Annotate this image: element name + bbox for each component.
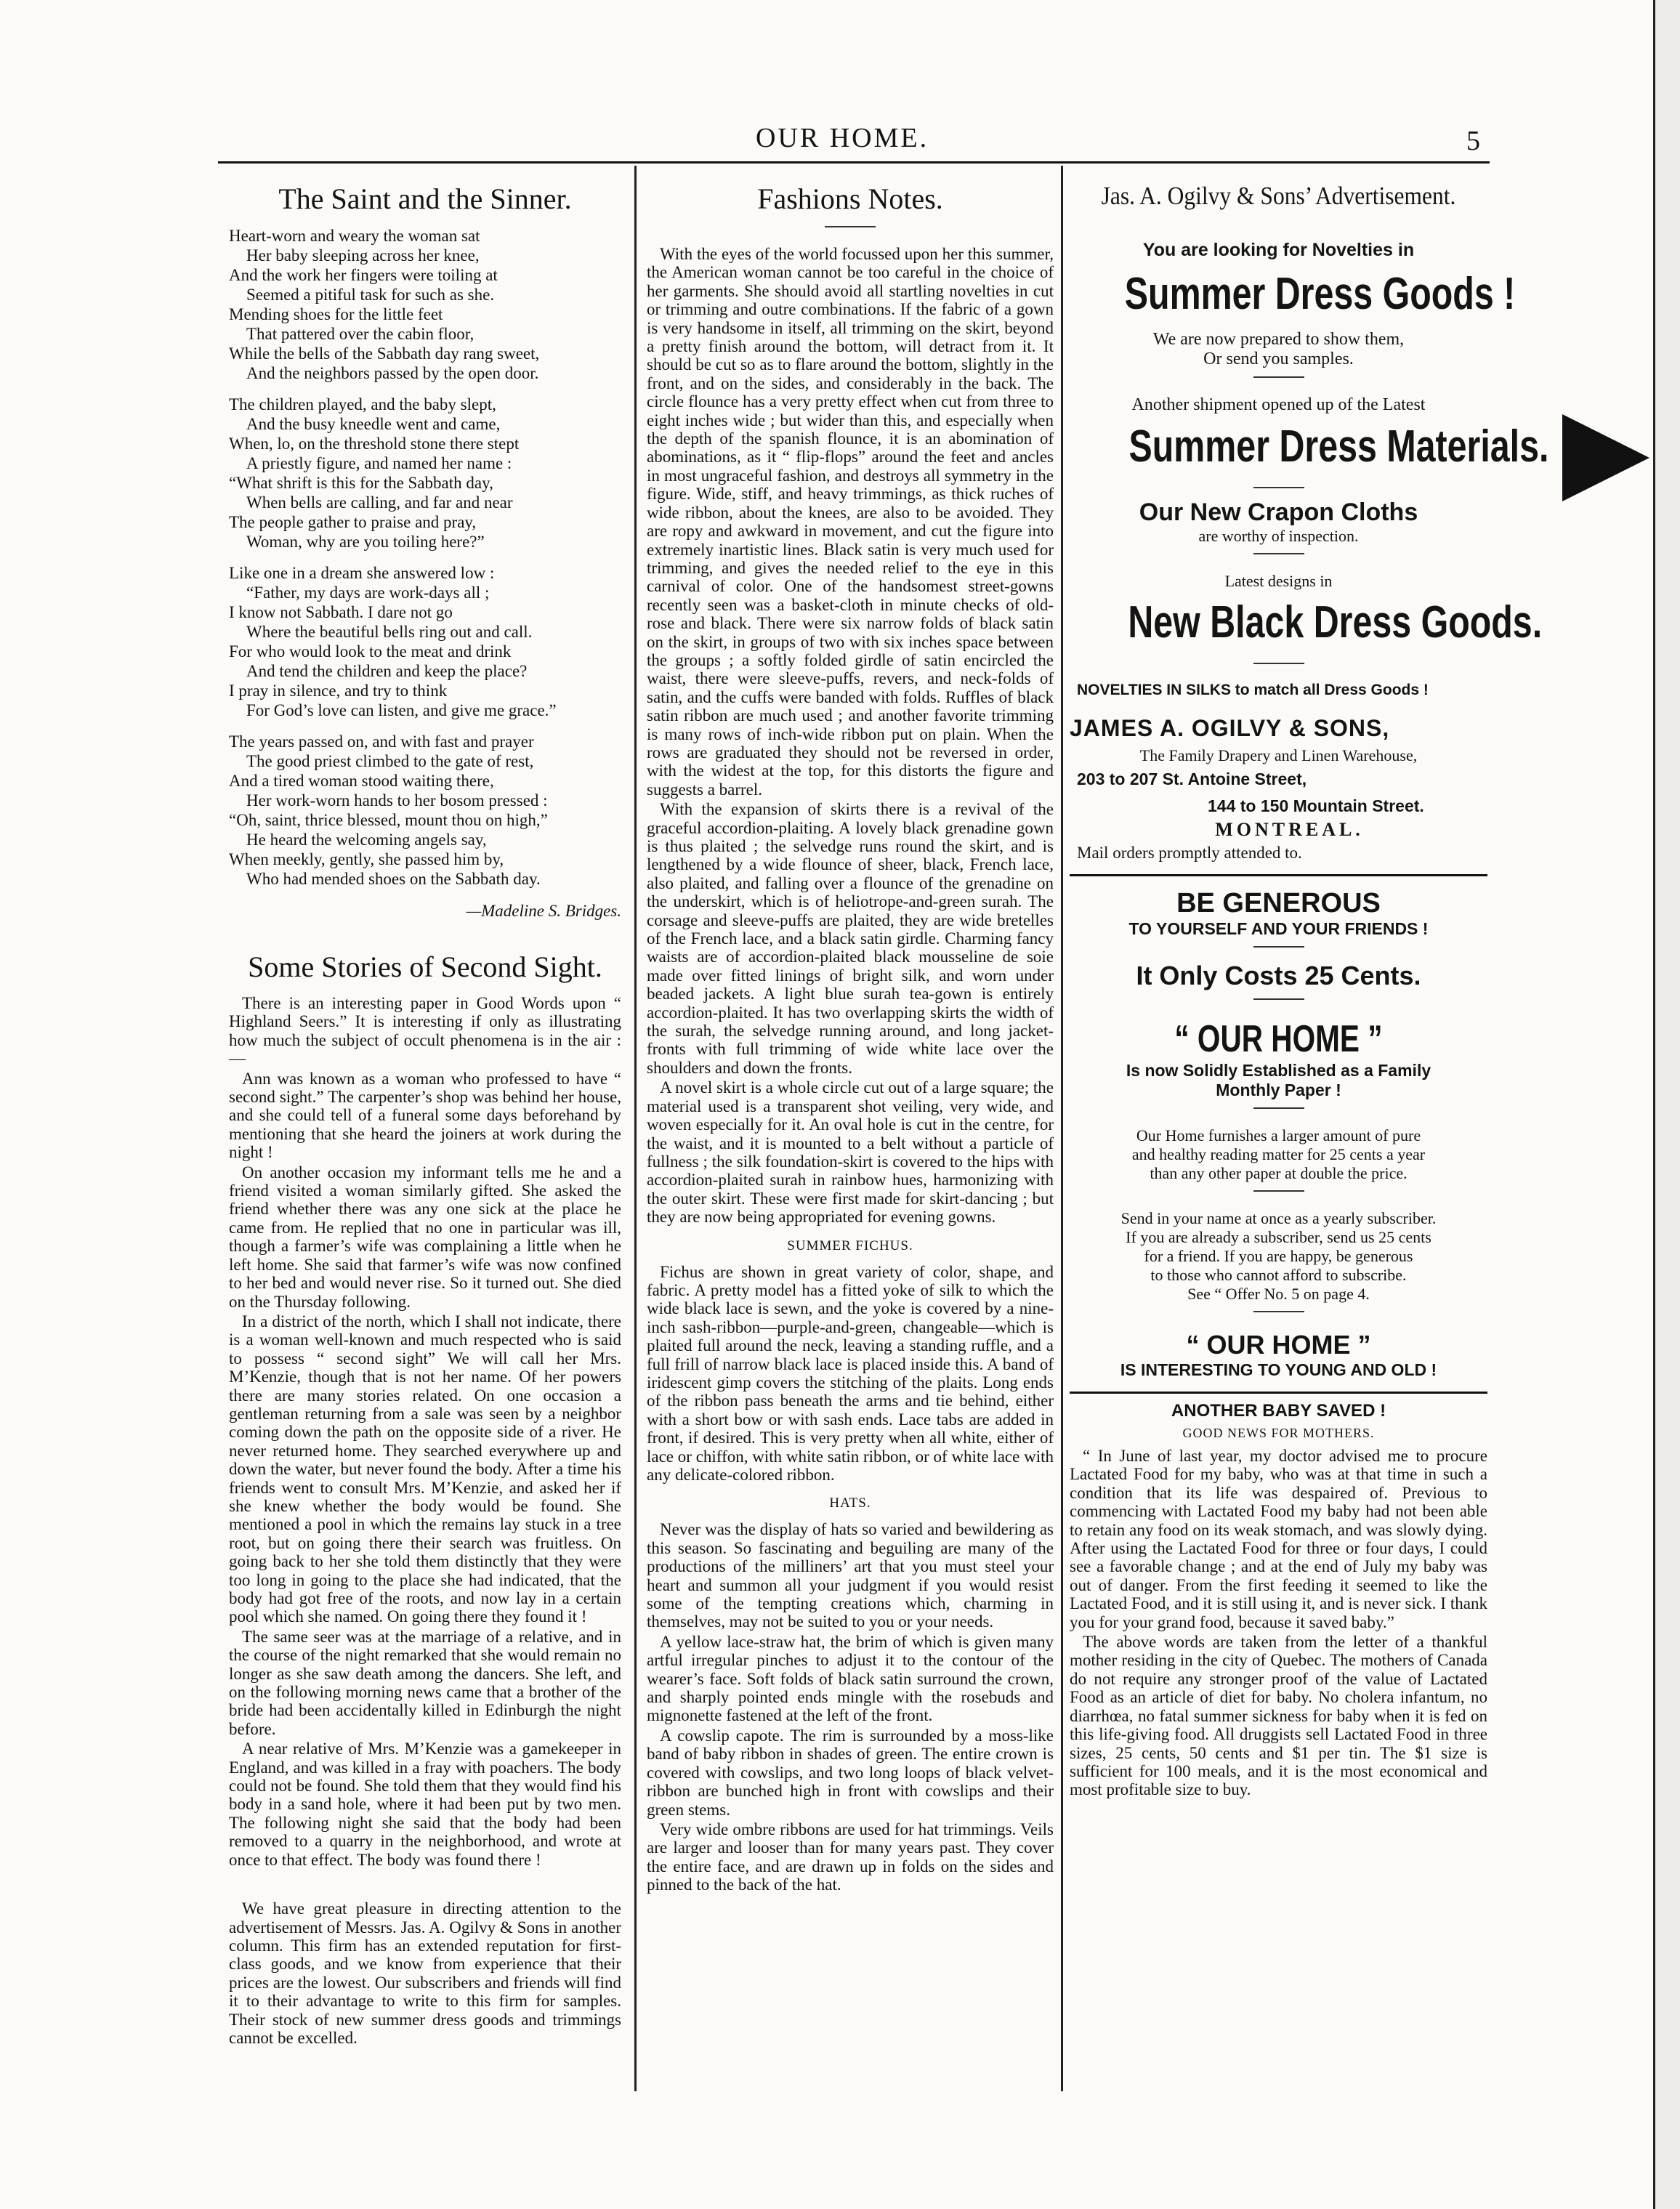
article-paragraph: On another occasion my informant tells me he and a friend visited a woman similarly gifted. She asked the friend whether there was any one sick at the place he came from. He replied that no one in particular was ill, though a farmer’s wife was complaining a little when he left home. She said that farmer’s wife was now confined to her bed and would never rise. So it turned out. She died on the Thursday following.	[229, 1163, 621, 1311]
poem-title: The Saint and the Sinner.	[278, 182, 572, 215]
subhead-hats: HATS.	[829, 1495, 871, 1511]
hats-body	[647, 1520, 1054, 1894]
article-paragraph: In a district of the north, which I shall not indicate, there is a woman well-known and much respected who is said to possess “ second sight” We will call her Mrs. M’Kenzie, though that is not her name. Of her powers there are many stories related. On one occasion a gentleman returning from a sale was seen by a neighbor coming down the path on the opposite side of a river. He never returned home. They searched everywhere up and down the water, but never found the body. After a time his friends went to consult Mrs. M’Kenzie, and asked her if she knew whether the body would be found. She mentioned a pool in which the remains lay stuck in a tree root, but on going there their search was fruitless. On going back to her she told them distinctly that they were too long in going to the place she had indicated, that the body had got free of the roots, and now lay in a certain pool which she named. On going there they found it !	[229, 1312, 621, 1626]
poem-line: And tend the children and keep the place?	[246, 662, 528, 680]
ad-dash	[1253, 487, 1304, 488]
poem-line: The good priest climbed to the gate of rest,	[246, 752, 534, 770]
cost-heading: It Only Costs 25 Cents.	[1136, 961, 1421, 990]
ourhome-heading: “ OUR HOME ”	[1174, 1018, 1383, 1060]
friends-line: TO YOURSELF AND YOUR FRIENDS !	[1128, 919, 1429, 938]
prepared-line-1: We are now prepared to show them,	[1152, 330, 1405, 349]
page-number: 5	[1466, 126, 1480, 156]
page-header: OUR HOME.	[756, 123, 929, 153]
poem-line: “Father, my days are work-days all ;	[246, 583, 490, 602]
column-2	[647, 182, 1054, 2085]
poem-line: Mending shoes for the little feet	[229, 305, 443, 323]
established-line-1: Is now Solidly Established as a Family	[1126, 1061, 1431, 1080]
firm-name: JAMES A. OGILVY & SONS,	[1070, 715, 1390, 741]
hats-paragraph: Never was the display of hats so varied and bewildering as this season. So fascinating and beguiling are many of the productions of the milliners’ art that you must steel your heart and summon all your judgment if you would resist some of the tempting creations which, charming in themselves, may not be suited to you or your needs.	[647, 1520, 1054, 1631]
ad-dash	[1253, 946, 1304, 948]
poem-line: And the busy kneedle went and came,	[246, 415, 501, 433]
ad-separator	[1070, 1392, 1487, 1394]
mail-line: Mail orders promptly attended to.	[1077, 844, 1302, 862]
notice-paragraph: We have great pleasure in directing attention to the advertisement of Messrs. Jas. A. Ogilvy & Sons in another column. This firm has an extended reputation for first-class goods, and we know from experience that their prices are the lowest. Our subscribers and friends will find it to their advantage to write to this firm for samples. Their stock of new summer dress goods and trimmings cannot be excelled.	[229, 1899, 621, 2047]
poem-line: While the bells of the Sabbath day rang sweet,	[229, 344, 540, 363]
send-line-3: for a friend. If you are happy, be generous	[1144, 1247, 1413, 1265]
fashion-paragraph: With the expansion of skirts there is a revival of the graceful accordion-plaiting. A lovely black grenadine gown is thus plaited ; the selvedge runs round the skirt, and is lengthened by a wide flounce of sheer, black, French lace, also plaited, and falling over a flounce of the grenadine on the underskirt, which is of heliotrope-and-green surah. The corsage and sleeve-puffs are plaited, they are wide bretelles of the French lace, and a black satin girdle. Charming fancy waists are of accordion-plaited black mousseline de soie made over fitted linings of bright silk, and worn under beaded jackets. A light blue surah tea-gown is entirely accordion-plaited. It has two overlapping skirts the width of the surah, the selvedge running around, and long jacket-fronts with full trimming of wide white lace over the shoulders and down the fronts.	[647, 800, 1054, 1077]
ad-dash	[1253, 553, 1304, 554]
worthy-line: are worthy of inspection.	[1198, 527, 1359, 545]
hats-paragraph: A yellow lace-straw hat, the brim of which is given many artful irregular pinches to adjust it to the contour of the wearer’s face. Soft folds of black satin surround the crown, and sharply pointed ends mingle with the rosebuds and mignonette fastened at the left of the front.	[647, 1632, 1054, 1725]
baby-subhead: GOOD NEWS FOR MOTHERS.	[1182, 1426, 1375, 1440]
poem-line: For who would look to the meat and drink	[229, 642, 512, 661]
established-line-2: Monthly Paper !	[1216, 1081, 1341, 1099]
poem	[229, 226, 621, 889]
poem-line: I pray in silence, and try to think	[229, 682, 448, 700]
article-title: Some Stories of Second Sight.	[248, 950, 602, 983]
poem-line: When bells are calling, and far and near	[246, 493, 513, 512]
silks-line: NOVELTIES IN SILKS to match all Dress Goods !	[1077, 682, 1429, 698]
ad-dash	[1253, 1190, 1304, 1192]
ad-dash	[1253, 1311, 1304, 1312]
send-line-1: Send in your name at once as a yearly subscriber.	[1120, 1209, 1437, 1227]
poem-line: A priestly figure, and named her name :	[246, 454, 512, 472]
poem-line: The years passed on, and with fast and prayer	[229, 732, 534, 751]
article-body	[229, 994, 621, 1869]
address-line-1: 203 to 207 St. Antoine Street,	[1077, 770, 1307, 788]
fichus-paragraph: Fichus are shown in great variety of color, shape, and fabric. A pretty model has a fitted yoke of silk to which the wide black lace is sewn, and the yoke is covered by a nine-inch sash-ribbon—purple-and-green, changeable—which is plaited full around the neck, leaving a standing ruffle, and a full frill of narrow black lace is placed inside this. A band of iridescent gimp covers the stitching of the plaits. Long ends of the ribbon pass beneath the arms and tie behind, either with a short bow or with sash ends. Lace tabs are added in front, if desired. This is very pretty when all white, either of lace or chiffon, with white satin ribbon, or of white lace with any delicate-colored ribbon.	[647, 1262, 1054, 1484]
black-goods-heading: New Black Dress Goods.	[1128, 597, 1543, 647]
poem-stanza	[229, 395, 621, 552]
looking-line: You are looking for Novelties in	[1142, 240, 1415, 260]
poem-line: For God’s love can listen, and give me grace.”	[246, 701, 557, 719]
column-1	[229, 182, 621, 2085]
article-paragraph: A near relative of Mrs. M’Kenzie was a gamekeeper in England, and was killed in a fray with poachers. The body could not be found. She told them that they would find his body in a sand hole, where it had been put by two men. The following night she said that the body had been removed to a quarry in the neighborhood, and wrote at once to that effect. The body was found there !	[229, 1740, 621, 1869]
poem-line: Heart-worn and weary the woman sat	[229, 227, 480, 245]
column-3-ads	[1070, 182, 1549, 2085]
poem-stanza	[229, 732, 621, 889]
offer-line: See “ Offer No. 5 on page 4.	[1187, 1285, 1370, 1303]
ad-dash	[1253, 663, 1304, 664]
poem-line: When meekly, gently, she passed him by,	[229, 850, 504, 868]
poem-line: “What shrift is this for the Sabbath day,	[229, 474, 493, 492]
poem-line: Seemed a pitiful task for such as she.	[246, 286, 495, 304]
materials-heading: Summer Dress Materials.	[1128, 421, 1549, 472]
shipment-line: Another shipment opened up of the Latest	[1131, 395, 1426, 414]
fashion-paragraph: With the eyes of the world focussed upon her this summer, the American woman cannot be too careful in the choice of her garments. She should avoid all startling novelties in cut or trimming and outre combinations. If the fabric of a gown is very handsome in itself, all trimming on the skirt, beyond a pretty finish around the bottom, will detract from it. It should be cut so as to flare around the bottom, slightly in the front, and on the sides, and considerably in the back. The circle flounce has a very pretty effect when cut from three to eight inches wide ; but wider than this, and especially when the depth of the spanish flounce, it is an abomination of abominations, as it “ flip-flops” around the feet and ancles in most ungraceful fashion, and destroys all symmetry in the figure. Wide, stiff, and heavy trimmings, as thick ruches of wide ribbon, about the knees, are also to be avoided. They are ropy and awkward in movement, and cut the figure into extremely inartistic lines. Black satin is very much used for trimming, and gives the needed relief to the eye in this carnival of color. One of the handsomest street-gowns recently seen was a basket-cloth in minute checks of old-rose and black. There were six narrow folds of black satin on the skirt, in groups of two with six inches space between the groups ; a softly folded girdle of satin encircled the waist, there were sleeve-puffs, revers, and neck-folds of satin, and the cuffs were banded with folds. Ruffles of black satin ribbon are much used ; and another favorite trimming is many rows of inch-wide ribbon put on plain. When the rows are graduated they should not be reversed in order, with the widest at the top, for this distorts the figure and suggests a barrel.	[647, 245, 1054, 799]
hats-paragraph: Very wide ombre ribbons are used for hat trimmings. Veils are larger and looser than for many years past. They cover the entire face, and are drawn up in folds on the sides and pinned to the back of the hat.	[647, 1820, 1054, 1894]
poem-line: And the neighbors passed by the open door.	[246, 364, 539, 382]
generous-heading: BE GENEROUS	[1176, 888, 1381, 918]
fashion-body	[647, 245, 1054, 1227]
address-line-2: 144 to 150 Mountain Street.	[1208, 796, 1424, 815]
scan-mark	[1562, 414, 1649, 501]
ad-separator	[1070, 874, 1487, 876]
poem-line: Her baby sleeping across her knee,	[246, 246, 480, 264]
furnishes-line-1: Our Home furnishes a larger amount of pure	[1136, 1126, 1421, 1144]
poem-signature: —Madeline S. Bridges.	[466, 902, 621, 920]
subhead-fichus: SUMMER FICHUS.	[787, 1237, 913, 1253]
ourhome-heading-2: “ OUR HOME ”	[1186, 1330, 1371, 1360]
article-paragraph: The same seer was at the marriage of a relative, and in the course of the night remarked that she would remain no longer as she saw death among the dancers. She left, and on the following morning news came that a brother of the bride had been accidentally killed in Edinburgh the night before.	[229, 1627, 621, 1738]
baby-body	[1070, 1447, 1487, 1799]
prepared-line-2: Or send you samples.	[1203, 350, 1354, 368]
poem-line: Like one in a dream she answered low :	[229, 564, 495, 582]
page-edge	[1653, 0, 1680, 2209]
ad-dash	[1253, 376, 1304, 378]
poem-line: When, lo, on the threshold stone there stept	[229, 435, 520, 453]
poem-line: He heard the welcoming angels say,	[246, 831, 487, 849]
article-paragraph: There is an interesting paper in Good Words upon “ Highland Seers.” It is interesting if only as illustrating how much the subject of occult phenomena is in the air :—	[229, 994, 621, 1068]
city-line: MONTREAL.	[1215, 819, 1364, 840]
ogilvy-ad-title: Jas. A. Ogilvy & Sons’ Advertisement.	[1101, 182, 1456, 210]
send-line-2: If you are already a subscriber, send us 25 cents	[1126, 1228, 1431, 1246]
column-rule-2	[1061, 166, 1063, 2091]
baby-paragraph: “ In June of last year, my doctor advised me to procure Lactated Food for my baby, who was at that time in such a condition that its life was despaired of. Previous to commencing with Lactated Food my baby had not been able to retain any food on its weak stomach, and was slowly dying. After using the Lactated Food for three or four days, I could see a favorable change ; and at the end of July my baby was out of danger. From the first feeding it seemed to like the Lactated Food, and it is still using it, and is never sick. I thank you for your grand food, because it saved baby.”	[1070, 1447, 1487, 1631]
poem-line: I know not Sabbath. I dare not go	[229, 603, 453, 621]
column-rule-1	[634, 166, 637, 2091]
poem-line: And the work her fingers were toiling at	[229, 266, 498, 284]
interesting-line: IS INTERESTING TO YOUNG AND OLD !	[1120, 1360, 1437, 1379]
hats-paragraph: A cowslip capote. The rim is surrounded by a moss-like band of baby ribbon in shades of green. The entire crown is covered with cowslips, and two long loops of black velvet-ribbon are bunched high in front with cowslips and their green stems.	[647, 1726, 1054, 1819]
baby-heading: ANOTHER BABY SAVED !	[1171, 1401, 1386, 1421]
poem-line: Her work-worn hands to her bosom pressed :	[246, 791, 548, 809]
fashion-title: Fashions Notes.	[757, 182, 943, 215]
article-paragraph: Ann was known as a woman who professed to have “ second sight.” The carpenter’s shop was behind her house, and she could tell of a funeral some days beforehand by mentioning that she heard the joiners at work during the night !	[229, 1069, 621, 1162]
header-rule	[218, 161, 1490, 163]
ad-dash	[1253, 1107, 1304, 1109]
poem-line: Where the beautiful bells ring out and call.	[246, 623, 533, 641]
furnishes-line-2: and healthy reading matter for 25 cents a year	[1131, 1145, 1426, 1163]
poem-line: The children played, and the baby slept,	[229, 395, 496, 413]
poem-line: “Oh, saint, thrice blessed, mount thou on high,”	[229, 811, 548, 829]
fashion-paragraph: A novel skirt is a whole circle cut out of a large square; the material used is a transparent shot veiling, very wide, and woven especially for it. An oval hole is cut in the centre, for the waist, and it is mounted to a belt without a particle of fullness ; the silk foundation-skirt is covered to the hips with accordion-plaited surah in rainbow hues, harmonizing with the outer skirt. These were first made for skirt-dancing ; but they are now being appropriated for evening gowns.	[647, 1078, 1054, 1227]
poem-line: Who had mended shoes on the Sabbath day.	[246, 870, 541, 888]
poem-stanza	[229, 563, 621, 720]
crapon-heading: Our New Crapon Cloths	[1139, 498, 1418, 526]
family-line: The Family Drapery and Linen Warehouse,	[1139, 746, 1418, 764]
poem-line: That pattered over the cabin floor,	[246, 325, 474, 343]
furnishes-line-3: than any other paper at double the price.	[1150, 1164, 1408, 1182]
send-line-4: to those who cannot afford to subscribe.	[1150, 1266, 1407, 1284]
poem-line: Woman, why are you toiling here?”	[246, 533, 485, 551]
ad-dash	[1253, 998, 1304, 1000]
baby-paragraph: The above words are taken from the letter of a thankful mother residing in the city of Quebec. The mothers of Canada do not require any stronger proof of the value of Lactated Food as an article of diet for baby. No cholera infantum, no diarrhœa, no fatal summer sickness for baby when it is fed on this life-giving food. All druggists sell Lactated Food in three sizes, 25 cents, 50 cents and $1 per tin. The $1 size is sufficient for 100 meals, and it is the most economical and most profitable size to buy.	[1070, 1633, 1487, 1799]
poem-stanza	[229, 226, 621, 383]
latest-line: Latest designs in	[1224, 572, 1333, 590]
summer-goods-heading: Summer Dress Goods !	[1124, 269, 1516, 319]
poem-line: The people gather to praise and pray,	[229, 513, 477, 531]
title-dash	[825, 226, 876, 227]
poem-line: And a tired woman stood waiting there,	[229, 772, 494, 790]
